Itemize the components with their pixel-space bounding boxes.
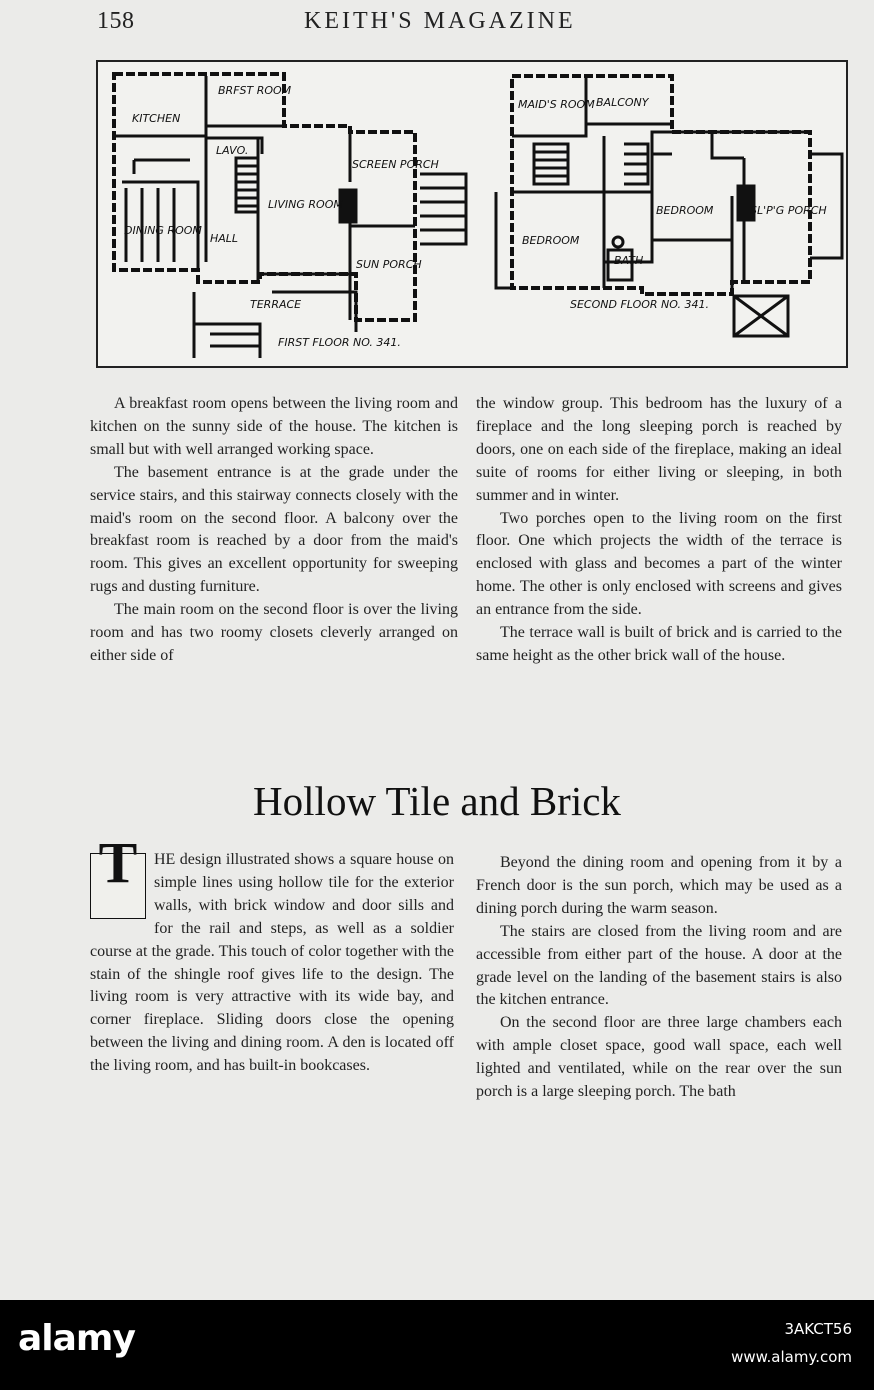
- paragraph: On the second floor are three large chambers each with ample closet space, good wall space, each well lighted and ventilated, while on the rear over the sun porch is a large sleeping porch. The bath: [476, 1014, 842, 1101]
- paragraph: The basement entrance is at the grade under the service stairs, and this stairway connects closely with the maid's room on the second floor. A balcony over the breakfast room is reached by a door from the maid's room. This gives an excellent opportunity for sweeping rugs and dusting furniture.: [90, 463, 458, 596]
- page-number: 158: [97, 8, 135, 34]
- upper-right-column: [476, 393, 842, 668]
- plan-label-bedroom: BEDROOM: [522, 234, 580, 247]
- plan-label-kitchen: KITCHEN: [132, 112, 181, 125]
- site-url: www.alamy.com: [731, 1348, 852, 1366]
- plan-label-living-room: LIVING ROOM: [268, 198, 343, 211]
- plan-label-screen-porch: SCREEN PORCH: [352, 158, 439, 171]
- plan-label-lavo: LAVO.: [216, 144, 249, 157]
- paragraph: The terrace wall is built of brick and is carried to the same height as the other brick wall of the house.: [476, 624, 842, 664]
- plan-label-maids-room: MAID'S ROOM: [518, 98, 595, 111]
- drop-cap-letter: T: [98, 830, 138, 895]
- watermark-banner: [0, 1300, 874, 1390]
- magazine-title: KEITH'S MAGAZINE: [304, 8, 576, 34]
- paragraph: The main room on the second floor is over the living room and has two roomy closets cleverly arranged on either side of: [90, 601, 458, 664]
- plan-label-sun-porch: SUN PORCH: [356, 258, 422, 271]
- plan-label-dining-room: DINING ROOM: [124, 224, 202, 237]
- second-floor-caption: SECOND FLOOR NO. 341.: [570, 298, 709, 311]
- paragraph: Two porches open to the living room on the first floor. One which projects the width of the terrace is enclosed with glass and becomes a part of the winter home. The other is only enclosed with screens and gives an entrance from the side.: [476, 509, 842, 619]
- article-title: Hollow Tile and Brick: [253, 778, 621, 824]
- paragraph: The stairs are closed from the living room and are accessible from either part of the house. A door at the grade level on the landing of the basement stairs is also the kitchen entrance.: [476, 922, 842, 1009]
- paragraph: Beyond the dining room and opening from it by a French door is the sun porch, which may be used as a dining porch during the warm season.: [476, 854, 842, 917]
- paragraph: A breakfast room opens between the living room and kitchen on the sunny side of the house. The kitchen is small but with well arranged working space.: [90, 395, 458, 458]
- upper-left-column: [90, 393, 458, 668]
- plan-label-sleeping-porch: SL'P'G PORCH: [750, 204, 827, 217]
- lower-left-column: [90, 830, 454, 1078]
- lower-right-column: [476, 852, 842, 1104]
- plan-label-main-bedroom: BEDROOM: [656, 204, 714, 217]
- brand-logo: alamy: [18, 1318, 135, 1359]
- first-floor-caption: FIRST FLOOR NO. 341.: [278, 336, 401, 349]
- floor-plans-figure: [96, 60, 848, 368]
- paragraph: the window group. This bedroom has the luxury of a fireplace and the long sleeping porch is reached by doors, one on each side of the fireplace, making an ideal suite of rooms for either living or sleeping, in both summer and in winter.: [476, 395, 842, 504]
- paragraph: HE design illustrated shows a square house on simple lines using hollow tile for the exterior walls, with brick window and door sills and for the rail and steps, as well as a soldier course at the grade. This touch of color together with the stain of the shingle roof gives life to the design. The living room is very attractive with its wide bay, and corner fireplace. Sliding doors close the opening between the living and dining room. A den is located off the living room, and has built-in bookcases.: [90, 851, 454, 1075]
- plan-label-terrace: TERRACE: [250, 298, 302, 311]
- plan-label-bath: BATH: [614, 254, 644, 267]
- image-id: 3AKCT56: [784, 1320, 852, 1338]
- plan-label-brfst-room: BRFST ROOM: [218, 84, 292, 97]
- floor-plans-drawing: [98, 62, 846, 366]
- plan-label-balcony: BALCONY: [596, 96, 649, 109]
- drop-cap-ornament: [90, 830, 146, 919]
- plan-label-hall: HALL: [210, 232, 239, 245]
